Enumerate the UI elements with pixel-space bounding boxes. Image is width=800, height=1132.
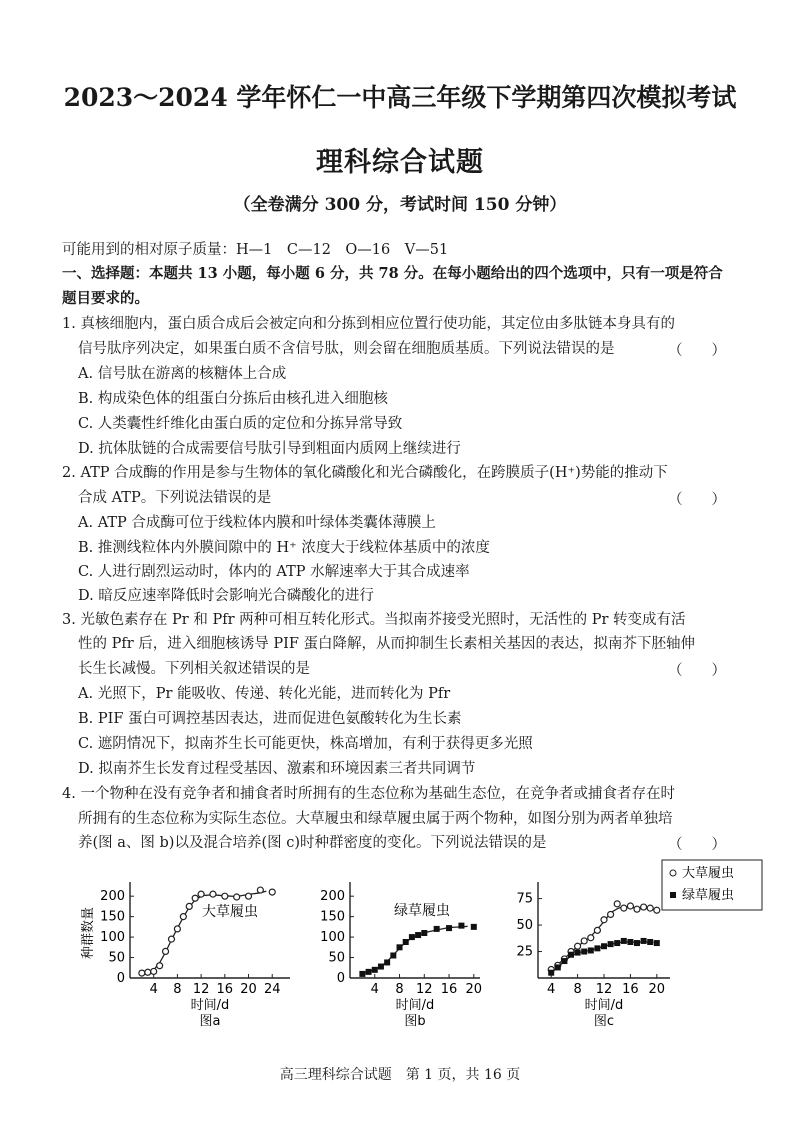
y-tick-label: 0 (116, 971, 125, 986)
q1-answer-paren[interactable]: （ ） (668, 343, 726, 359)
data-point (186, 903, 192, 909)
series-label: 大草履虫 (202, 904, 258, 920)
q1-stem-line-1: 1. 真核细胞内，蛋白质合成后会被定向和分拣到相应位置行使功能，其定位由多肽链本身具有的 (62, 316, 675, 332)
x-axis-label: 时间/d (395, 998, 435, 1013)
y-tick-label: 75 (516, 891, 533, 907)
data-point (246, 893, 252, 899)
data-point (634, 906, 640, 912)
figure-c-chart (500, 858, 770, 1048)
data-point (157, 963, 163, 969)
data-point (421, 930, 427, 936)
data-point (575, 950, 581, 956)
q1-option-b: B. 构成染色体的组蛋白分拣后由核孔进入细胞核 (78, 391, 388, 407)
fitted-curve-paramecium-caudatum (555, 906, 654, 967)
q3-option-a: A. 光照下，Pr 能吸收、传递、转化光能，进而转化为 Pfr (78, 686, 451, 702)
data-point (192, 895, 198, 901)
data-point (548, 970, 554, 976)
page-footer: 高三理科综合试题 第 1 页，共 16 页 (279, 1067, 521, 1083)
data-point (641, 904, 647, 910)
x-tick-label: 12 (416, 982, 433, 997)
data-point (471, 924, 477, 930)
figure-caption: 图c (593, 1014, 615, 1029)
exam-title: 2023～2024 学年怀仁一中高三年级下学期第四次模拟考试 (63, 83, 737, 112)
data-point (403, 939, 409, 945)
x-tick-label: 12 (595, 982, 613, 997)
y-tick-label: 150 (100, 909, 125, 925)
data-point (180, 914, 186, 920)
q1-stem-line-2: 信号肽序列决定，如果蛋白质不含信号肽，则会留在细胞质基质。下列说法错误的是 (78, 341, 615, 357)
data-point (654, 907, 660, 913)
y-axis-label: 种群数量 (81, 906, 96, 960)
data-point (198, 891, 204, 897)
q2-stem-line-2: 合成 ATP。下列说法错误的是 (78, 490, 272, 506)
data-point (378, 964, 384, 970)
data-point (210, 891, 216, 897)
data-point (621, 905, 627, 911)
x-tick-label: 24 (263, 982, 281, 997)
q1-option-a: A. 信号肽在游离的核糖体上合成 (78, 366, 287, 382)
x-tick-label: 4 (547, 982, 556, 997)
figure-caption: 图b (404, 1014, 426, 1029)
y-tick-label: 50 (108, 950, 125, 966)
q2-option-c: C. 人进行剧烈运动时，体内的 ATP 水解速率大于其合成速率 (78, 564, 470, 580)
data-point (634, 940, 640, 946)
x-tick-label: 20 (648, 982, 666, 997)
x-tick-label: 16 (216, 982, 234, 997)
data-point (601, 917, 607, 923)
data-point (222, 893, 228, 899)
y-tick-label: 200 (320, 889, 345, 905)
x-tick-label: 16 (440, 982, 458, 997)
data-point (601, 943, 607, 949)
data-point (139, 970, 145, 976)
q1-option-d: D. 抗体肽链的合成需要信号肽引导到粗面内质网上继续进行 (78, 441, 461, 457)
y-tick-label: 50 (516, 918, 533, 934)
data-point (614, 940, 620, 946)
data-point (647, 905, 653, 911)
y-tick-label: 25 (516, 944, 533, 960)
q1-option-c: C. 人类囊性纤维化由蛋白质的定位和分拣异常导致 (78, 416, 403, 432)
data-point (390, 953, 396, 959)
section-instructions-line-1: 一、选择题：本题共 13 小题，每小题 6 分，共 78 分。在每小题给出的四个选项中，只有一项是符合 (62, 265, 723, 282)
q4-stem-line-2: 所拥有的生态位称为实际生态位。大草履虫和绿草履虫属于两个物种，如图分别为两者单独培 (78, 811, 673, 827)
data-point (627, 939, 633, 945)
y-tick-label: 0 (336, 971, 345, 986)
data-point (594, 945, 600, 951)
data-point (397, 944, 403, 950)
legend-label: 绿草履虫 (682, 888, 735, 903)
y-tick-label: 100 (320, 930, 345, 946)
data-point (594, 927, 600, 933)
data-point (581, 949, 587, 955)
data-point (614, 901, 620, 907)
x-tick-label: 20 (240, 982, 257, 997)
q3-stem-line-3: 长生长减慢。下列相关叙述错误的是 (78, 661, 310, 677)
data-point (269, 889, 275, 895)
data-point (415, 932, 421, 938)
data-point (174, 926, 180, 932)
q2-option-d: D. 暗反应速率降低时会影响光合磷酸化的进行 (78, 588, 374, 604)
data-point (257, 887, 263, 893)
y-tick-label: 100 (100, 930, 125, 946)
q3-stem-line-1: 3. 光敏色素存在 Pr 和 Pfr 两种可相互转化形式。当拟南芥接受光照时，无活性的 Pr 转变成有活 (62, 612, 686, 628)
x-tick-label: 8 (573, 982, 582, 997)
x-axis-label: 时间/d (584, 998, 624, 1013)
section-instructions-line-2: 题目要求的。 (62, 290, 149, 307)
data-point (458, 923, 464, 929)
y-tick-label: 200 (100, 889, 125, 905)
q3-answer-paren[interactable]: （ ） (668, 663, 726, 679)
legend-label: 大草履虫 (682, 866, 735, 881)
data-point (151, 968, 157, 974)
data-point (555, 964, 561, 970)
data-point (372, 967, 378, 973)
data-point (366, 969, 372, 975)
data-point (434, 926, 440, 932)
data-point (588, 935, 594, 941)
q4-stem-line-1: 4. 一个物种在没有竞争者和捕食者时所拥有的生态位称为基础生态位，在竞争者或捕食者存在时 (62, 786, 675, 802)
data-point (621, 938, 627, 944)
x-tick-label: 12 (192, 982, 210, 997)
x-tick-label: 4 (370, 982, 379, 997)
atomic-masses: 可能用到的相对原子质量：H—1 C—12 O—16 V—51 (62, 242, 449, 258)
y-tick-label: 150 (320, 909, 345, 925)
data-point (359, 971, 365, 977)
x-tick-label: 20 (465, 982, 483, 997)
data-point (446, 925, 452, 931)
q2-option-b: B. 推测线粒体内外膜间隙中的 H⁺ 浓度大于线粒体基质中的浓度 (78, 540, 490, 556)
figure-b-chart (310, 868, 490, 1048)
q2-option-a: A. ATP 合成酶可位于线粒体内膜和叶绿体类囊体薄膜上 (78, 515, 436, 531)
series-label: 绿草履虫 (394, 903, 450, 919)
data-point (163, 948, 169, 954)
figure-a-chart (80, 868, 300, 1048)
y-tick-label: 50 (328, 950, 345, 966)
data-point (384, 959, 390, 965)
data-point (568, 952, 574, 958)
q3-option-c: C. 遮阴情况下，拟南芥生长可能更快，株高增加，有利于获得更多光照 (78, 736, 533, 752)
data-point (409, 934, 415, 940)
data-point (145, 969, 151, 975)
q2-answer-paren[interactable]: （ ） (668, 492, 726, 508)
data-point (608, 911, 614, 917)
data-point (608, 941, 614, 947)
exam-info: （全卷满分 300 分，考试时间 150 分钟） (233, 195, 567, 215)
x-tick-label: 16 (622, 982, 639, 997)
data-point (168, 936, 174, 942)
data-point (561, 958, 567, 964)
x-tick-label: 4 (149, 982, 158, 997)
data-point (234, 894, 240, 900)
data-point (641, 938, 647, 944)
q3-stem-line-2: 性的 Pfr 后，进入细胞核诱导 PIF 蛋白降解，从而抑制生长素相关基因的表达，拟南芥下胚轴伸 (78, 636, 696, 652)
legend-marker-circle (670, 870, 676, 876)
x-axis-label: 时间/d (190, 998, 230, 1013)
q4-stem-line-3: 养(图 a、图 b)以及混合培养(图 c)时种群密度的变化。下列说法错误的是 (78, 835, 547, 851)
q2-stem-line-1: 2. ATP 合成酶的作用是参与生物体的氧化磷酸化和光合磷酸化，在跨膜质子(H⁺)势能的推动下 (62, 465, 668, 481)
figure-caption: 图a (199, 1014, 221, 1029)
q4-answer-paren[interactable]: （ ） (668, 837, 726, 853)
data-point (627, 903, 633, 909)
q3-option-d: D. 拟南芥生长发育过程受基因、激素和环境因素三者共同调节 (78, 761, 476, 777)
data-point (588, 947, 594, 953)
data-point (581, 938, 587, 944)
data-point (654, 940, 660, 946)
x-tick-label: 8 (395, 982, 404, 997)
legend-marker-square (670, 892, 676, 898)
data-point (647, 939, 653, 945)
data-point (575, 943, 581, 949)
subject-title: 理科综合试题 (316, 147, 484, 178)
x-tick-label: 8 (173, 982, 182, 997)
q3-option-b: B. PIF 蛋白可调控基因表达，进而促进色氨酸转化为生长素 (78, 711, 462, 727)
